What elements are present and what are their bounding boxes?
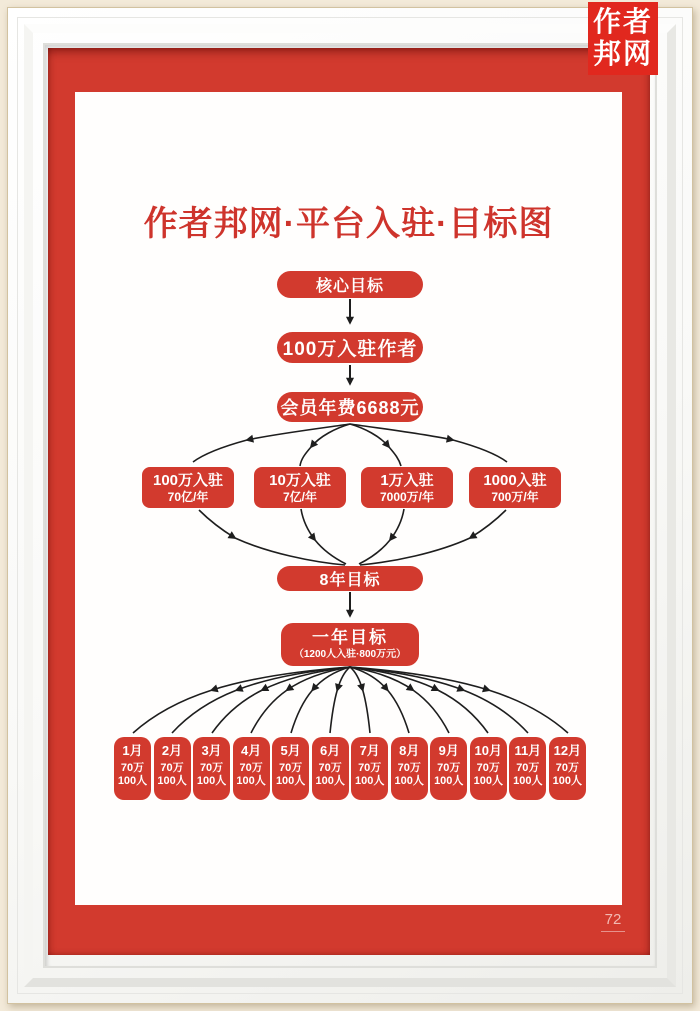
month-revenue: 70万 [358, 762, 382, 774]
month-people: 100人 [434, 775, 464, 787]
node-month-12 [549, 737, 586, 800]
month-people: 100人 [117, 775, 148, 787]
month-label: 11月 [514, 743, 542, 758]
month-revenue: 70万 [318, 762, 342, 774]
branch-arcs [193, 424, 507, 565]
tier-revenue: 7亿/年 [282, 490, 317, 504]
month-revenue: 70万 [199, 762, 224, 774]
node-annual-fee: 会员年费6688元 [277, 392, 423, 422]
tier-revenue: 7000万/年 [379, 490, 435, 504]
diagram-title: 作者邦网·平台入驻·目标图 [143, 205, 554, 243]
node-month-10 [470, 737, 507, 800]
node-month-7 [351, 737, 388, 800]
month-label: 5月 [280, 743, 301, 758]
month-revenue: 70万 [516, 762, 540, 774]
tier-revenue: 700万/年 [491, 490, 539, 504]
node-tier-4 [469, 467, 561, 508]
month-label: 2月 [161, 743, 183, 758]
month-people: 100人 [315, 775, 345, 787]
month-revenue: 70万 [555, 762, 579, 774]
month-label: 4月 [240, 743, 262, 758]
month-revenue: 70万 [437, 762, 461, 774]
node-month-1 [114, 737, 151, 800]
month-people: 100人 [355, 775, 385, 787]
month-people: 100人 [394, 775, 424, 787]
node-month-5 [272, 737, 309, 800]
page-number-text: 72 [601, 911, 626, 932]
fan-arrows [133, 667, 568, 733]
tier-title: 1万入驻 [380, 472, 434, 489]
month-revenue: 70万 [239, 762, 263, 774]
tier-title: 1000入驻 [483, 472, 547, 489]
node-million-authors: 100万入驻作者 [277, 332, 423, 363]
month-people: 100人 [275, 775, 306, 787]
node-month-2 [154, 737, 191, 800]
node-one-year-goal [281, 623, 419, 666]
month-label: 10月 [474, 743, 503, 758]
month-revenue: 70万 [160, 762, 184, 774]
month-people: 100人 [157, 775, 187, 787]
one-year-subtitle: （1200人入驻·800万元） [293, 649, 407, 660]
node-eight-year-goal: 8年目标 [277, 566, 423, 591]
month-revenue: 70万 [279, 762, 303, 774]
tier-title: 100万入驻 [152, 472, 224, 489]
month-revenue: 70万 [476, 762, 500, 774]
tier-revenue: 70亿/年 [167, 490, 209, 504]
node-month-11 [509, 737, 546, 800]
month-label: 9月 [438, 743, 459, 758]
month-label: 6月 [320, 743, 341, 758]
month-label: 7月 [359, 743, 380, 758]
node-month-3 [193, 737, 230, 800]
month-people: 100人 [513, 775, 543, 787]
month-label: 8月 [399, 743, 420, 758]
logo-line2: 邦网 [592, 38, 653, 69]
months-row [114, 737, 586, 800]
month-revenue: 70万 [120, 762, 145, 774]
logo-line1: 作者 [592, 6, 653, 37]
node-month-4 [233, 737, 270, 800]
tier-title: 10万入驻 [269, 472, 331, 489]
month-people: 100人 [552, 775, 583, 787]
node-core-goal: 核心目标 [277, 271, 423, 298]
node-tier-3 [361, 467, 453, 508]
site-logo [588, 2, 658, 75]
node-month-6 [312, 737, 349, 800]
one-year-title: 一年目标 [312, 628, 388, 647]
month-people: 100人 [473, 775, 503, 787]
month-label: 12月 [553, 743, 582, 758]
month-people: 100人 [196, 775, 227, 787]
month-revenue: 70万 [397, 762, 421, 774]
month-label: 1月 [122, 743, 143, 758]
month-label: 3月 [201, 743, 222, 758]
node-month-8 [391, 737, 428, 800]
month-people: 100人 [236, 775, 266, 787]
node-tier-2 [254, 467, 346, 508]
node-tier-1 [142, 467, 234, 508]
node-month-9 [430, 737, 467, 800]
